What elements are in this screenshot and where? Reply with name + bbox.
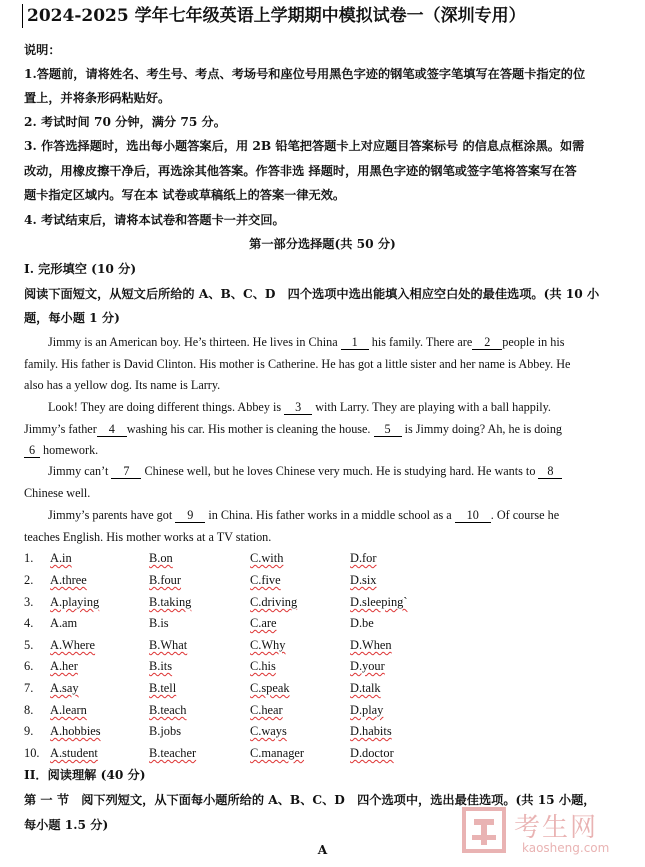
passage-a-label: A (317, 843, 328, 857)
blank-3: 3 (284, 401, 312, 415)
passage-line: Chinese well. (24, 486, 91, 500)
passage-line: Jimmy’s parents have got 9 in China. His father works in a middle school as a 10 . Of course he (48, 508, 560, 522)
note-line-6: 题卡指定区域内。写在本 试卷或草稿纸上的答案一律无效。 (24, 188, 346, 202)
note-line-1: 1.答题前，请将姓名、考生号、考点、考场号和座位号用黑色字迹的钢笔或签字笔填写在答题卡指定的位 (24, 67, 586, 81)
note-line-5: 改动，用橡皮擦干净后，再选涂其他答案。作答非选 择题时，用黑色字迹的钢笔或签字笔将答案写在答 (24, 164, 577, 178)
passage-line: Look! They are doing different things. Abbey is 3 with Larry. They are playing with a ball happily. (48, 400, 551, 414)
note-line-3: 2. 考试时间 70 分钟，满分 75 分。 (24, 115, 226, 129)
blank-1: 1 (341, 336, 369, 350)
exam-page: 2024-2025 学年七年级英语上学期期中模拟试卷一（深圳专用） 说明： 1.答题前，请将姓名、考生号、考点、考场号和座位号用黑色字迹的钢笔或签字笔填写在答题卡指定的位 置上，并将条形码粘贴好。 2. 考试时间 70 分钟，满分 75 分。 3. 作答选择题时，选出每小题答案后，用 2B 铅笔把答题卡上对应题目答案标号 的信息点框涂黑。如需 改动，用橡皮擦干净后，再选涂其他答案。作答非选 择题时，用黑色字迹的钢笔或签字笔将答案写在答 题卡指定区域内。写在本 试卷或草稿纸上的答案一律无效。 4. 考试结束后，请将本试卷和答题卡一并交回。 第一部分选择题(共 50 分) I. 完形填空 (10 分) 阅读下面短文，从短文后所给的 A、B、C、D 四个选项中选出能填入相应空白处的最佳选项。(共 10 小 题，每小题 1 分) Jimmy is an American boy. He’s thirteen. He lives in China 1 his family. There are 2 people in his family. His father is David Clinton. His mother is Catherine. He has got a little sister and her name is Abbey. He also has a yellow dog. Its name is Larry. Look! They are doing different things. Abbey is 3 with Larry. They are playing with a ball happily. Jimmy’s father 4 washing his car. His mother is cleaning the house. 5 is Jimmy doing? Ah, he is doing 6 homework. Jimmy can’t 7 Chinese well, but he loves Chinese very much. He is studying hard. He wants to 8 Chinese well. Jimmy’s parents have got 9 in China. His father works in a middle school as a 10 . Of course he teaches English. His mother works at a TV station. 1. A.in B.on C.with D.for 2. A.three B.four C.five D.six 3. A.playing B.taking C.driving D.sleeping` 4. A.am B.is C.are D.be 5. A.Where B.What C.Why D.When 6. A.her B.its C.his D.your 7. A.say B.tell C.speak D.talk 8. A.learn B.teach C.hear D.play 9. A.hobbies B.jobs C.ways D.habits 10. A.student B.teacher C.manager D.doctor II．阅读理解 (40 分) 第 一 节 阅下列短文，从下面每小题所给的 A、B、C、D 四个选项中，选出最佳选项。(共 15 小题， 每小题 1.5 分) A 考生网 kaosheng.com (0, 0, 645, 867)
blank-7: 7 (111, 465, 141, 479)
section2-instruction-1: 第 一 节 阅下列短文，从下面每小题所给的 A、B、C、D 四个选项中，选出最佳选项。(共 15 小题， (24, 793, 596, 807)
passage-line: Jimmy’s father 4 washing his car. His mother is cleaning the house. 5 is Jimmy doing? Ah, he is doing (24, 422, 563, 436)
section2-heading: II．阅读理解 (40 分) (24, 768, 146, 782)
passage-line: Jimmy can’t 7 Chinese well, but he loves Chinese very much. He is studying hard. He wants to 8 (48, 463, 562, 479)
note-line-4: 3. 作答选择题时，选出每小题答案后，用 2B 铅笔把答题卡上对应题目答案标号 的信息点框涂黑。如需 (24, 139, 585, 153)
part1-heading: 第一部分选择题(共 50 分) (249, 237, 396, 251)
section1-instruction-2: 题，每小题 1 分) (24, 311, 120, 325)
page-title: 2024-2025 学年七年级英语上学期期中模拟试卷一（深圳专用） (22, 4, 637, 28)
section1-heading: I. 完形填空 (10 分) (24, 262, 137, 276)
blank-4: 4 (97, 423, 127, 437)
blank-5: 5 (374, 423, 402, 437)
blank-2: 2 (472, 336, 502, 350)
blank-6: 6 (24, 444, 40, 458)
watermark (462, 803, 632, 859)
watermark-url: kaosheng.com (522, 841, 610, 855)
passage-line: Jimmy is an American boy. He’s thirteen. He lives in China 1 his family. There are 2 people in his (48, 335, 565, 349)
watermark-text: 考生网 (514, 813, 599, 843)
blank-8: 8 (538, 465, 562, 479)
section2-instruction-2: 每小题 1.5 分) (24, 818, 109, 832)
passage-line: teaches English. His mother works at a TV station. (24, 530, 272, 544)
passage-line: also has a yellow dog. Its name is Larry. (24, 378, 221, 392)
passage-line: family. His father is David Clinton. His mother is Catherine. He has got a little sister and her name is Abbey. He (24, 357, 571, 371)
note-line-2: 置上，并将条形码粘贴好。 (24, 91, 171, 105)
watermark-logo-icon (462, 805, 508, 855)
notes-heading: 说明： (24, 43, 61, 57)
passage-line: 6 homework. (24, 442, 98, 458)
section1-instruction-1: 阅读下面短文，从短文后所给的 A、B、C、D 四个选项中选出能填入相应空白处的最佳选项。(共 10 小 (24, 287, 600, 301)
blank-9: 9 (175, 509, 205, 523)
blank-10: 10 (455, 509, 491, 523)
note-line-7: 4. 考试结束后，请将本试卷和答题卡一并交回。 (24, 213, 285, 227)
